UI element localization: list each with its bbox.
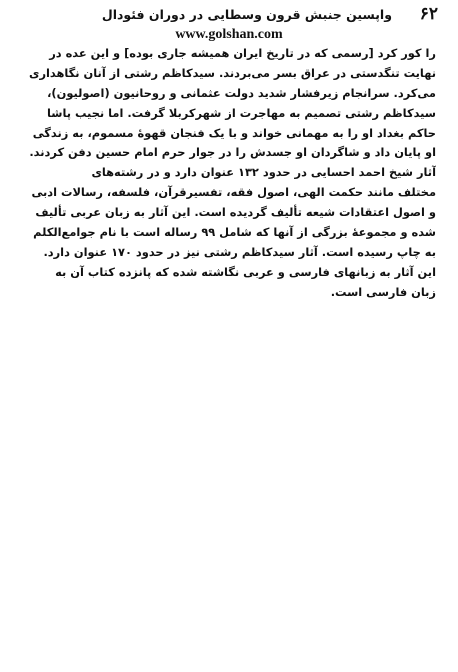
page-number: ۶۲ — [419, 4, 438, 24]
text-line: او پایان داد و شاگردان او جسدش را در جوار حرم امام حسین دفن کردند. — [29, 145, 436, 160]
text-line: را کور کرد [رسمی که در تاریخ ایران همیشه جاری بوده] و این عده در — [49, 46, 436, 60]
text-line: این آثار به زبانهای فارسی و عربی نگاشته شده که پانزده کتاب آن به — [55, 264, 436, 279]
text-line: مختلف مانند حکمت الهی، اصول فقه، تفسیرقرآن، فلسفه، رسالات ادبی — [31, 185, 436, 200]
text-line: حاکم بغداد او را به مهمانی خواند و با یک فنجان قهوهٔ مسموم، به زندگی — [32, 125, 436, 140]
text-line: زبان فارسی است. — [330, 284, 436, 299]
body-paragraph — [22, 44, 436, 303]
website-watermark: www.golshan.com — [175, 27, 283, 42]
running-title: واپسین جنبش قرون وسطایی در دوران فئودال — [101, 7, 392, 22]
page-header — [20, 6, 438, 24]
text-line: می‌کرد. سرانجام زیرفشار شدید دولت عثمانی و روحانیون (اصولیون)، — [47, 85, 436, 100]
text-line: نهایت تنگدستی در عراق بسر می‌بردند. سیدکاظم رشتی از آنان نگاهداری — [29, 65, 436, 80]
text-line: آثار شیخ احمد احسایی در حدود ۱۳۲ عنوان دارد و در رشته‌های — [91, 165, 436, 180]
text-line: شده و مجموعهٔ بزرگی از آنها که شامل ۹۹ رساله است با نام جوامع‌الکلم — [33, 225, 436, 240]
text-line: و اصول اعتقادات شیعه تألیف گردیده است. این آثار به زبان عربی تألیف — [35, 205, 436, 220]
text-line: سیدکاظم رشتی تصمیم به مهاجرت از شهرکربلا گرفت. اما نجیب پاشا — [47, 105, 436, 120]
text-line: به چاپ رسیده است. آثار سیدکاظم رشتی نیز در حدود ۱۷۰ عنوان دارد. — [43, 244, 436, 259]
